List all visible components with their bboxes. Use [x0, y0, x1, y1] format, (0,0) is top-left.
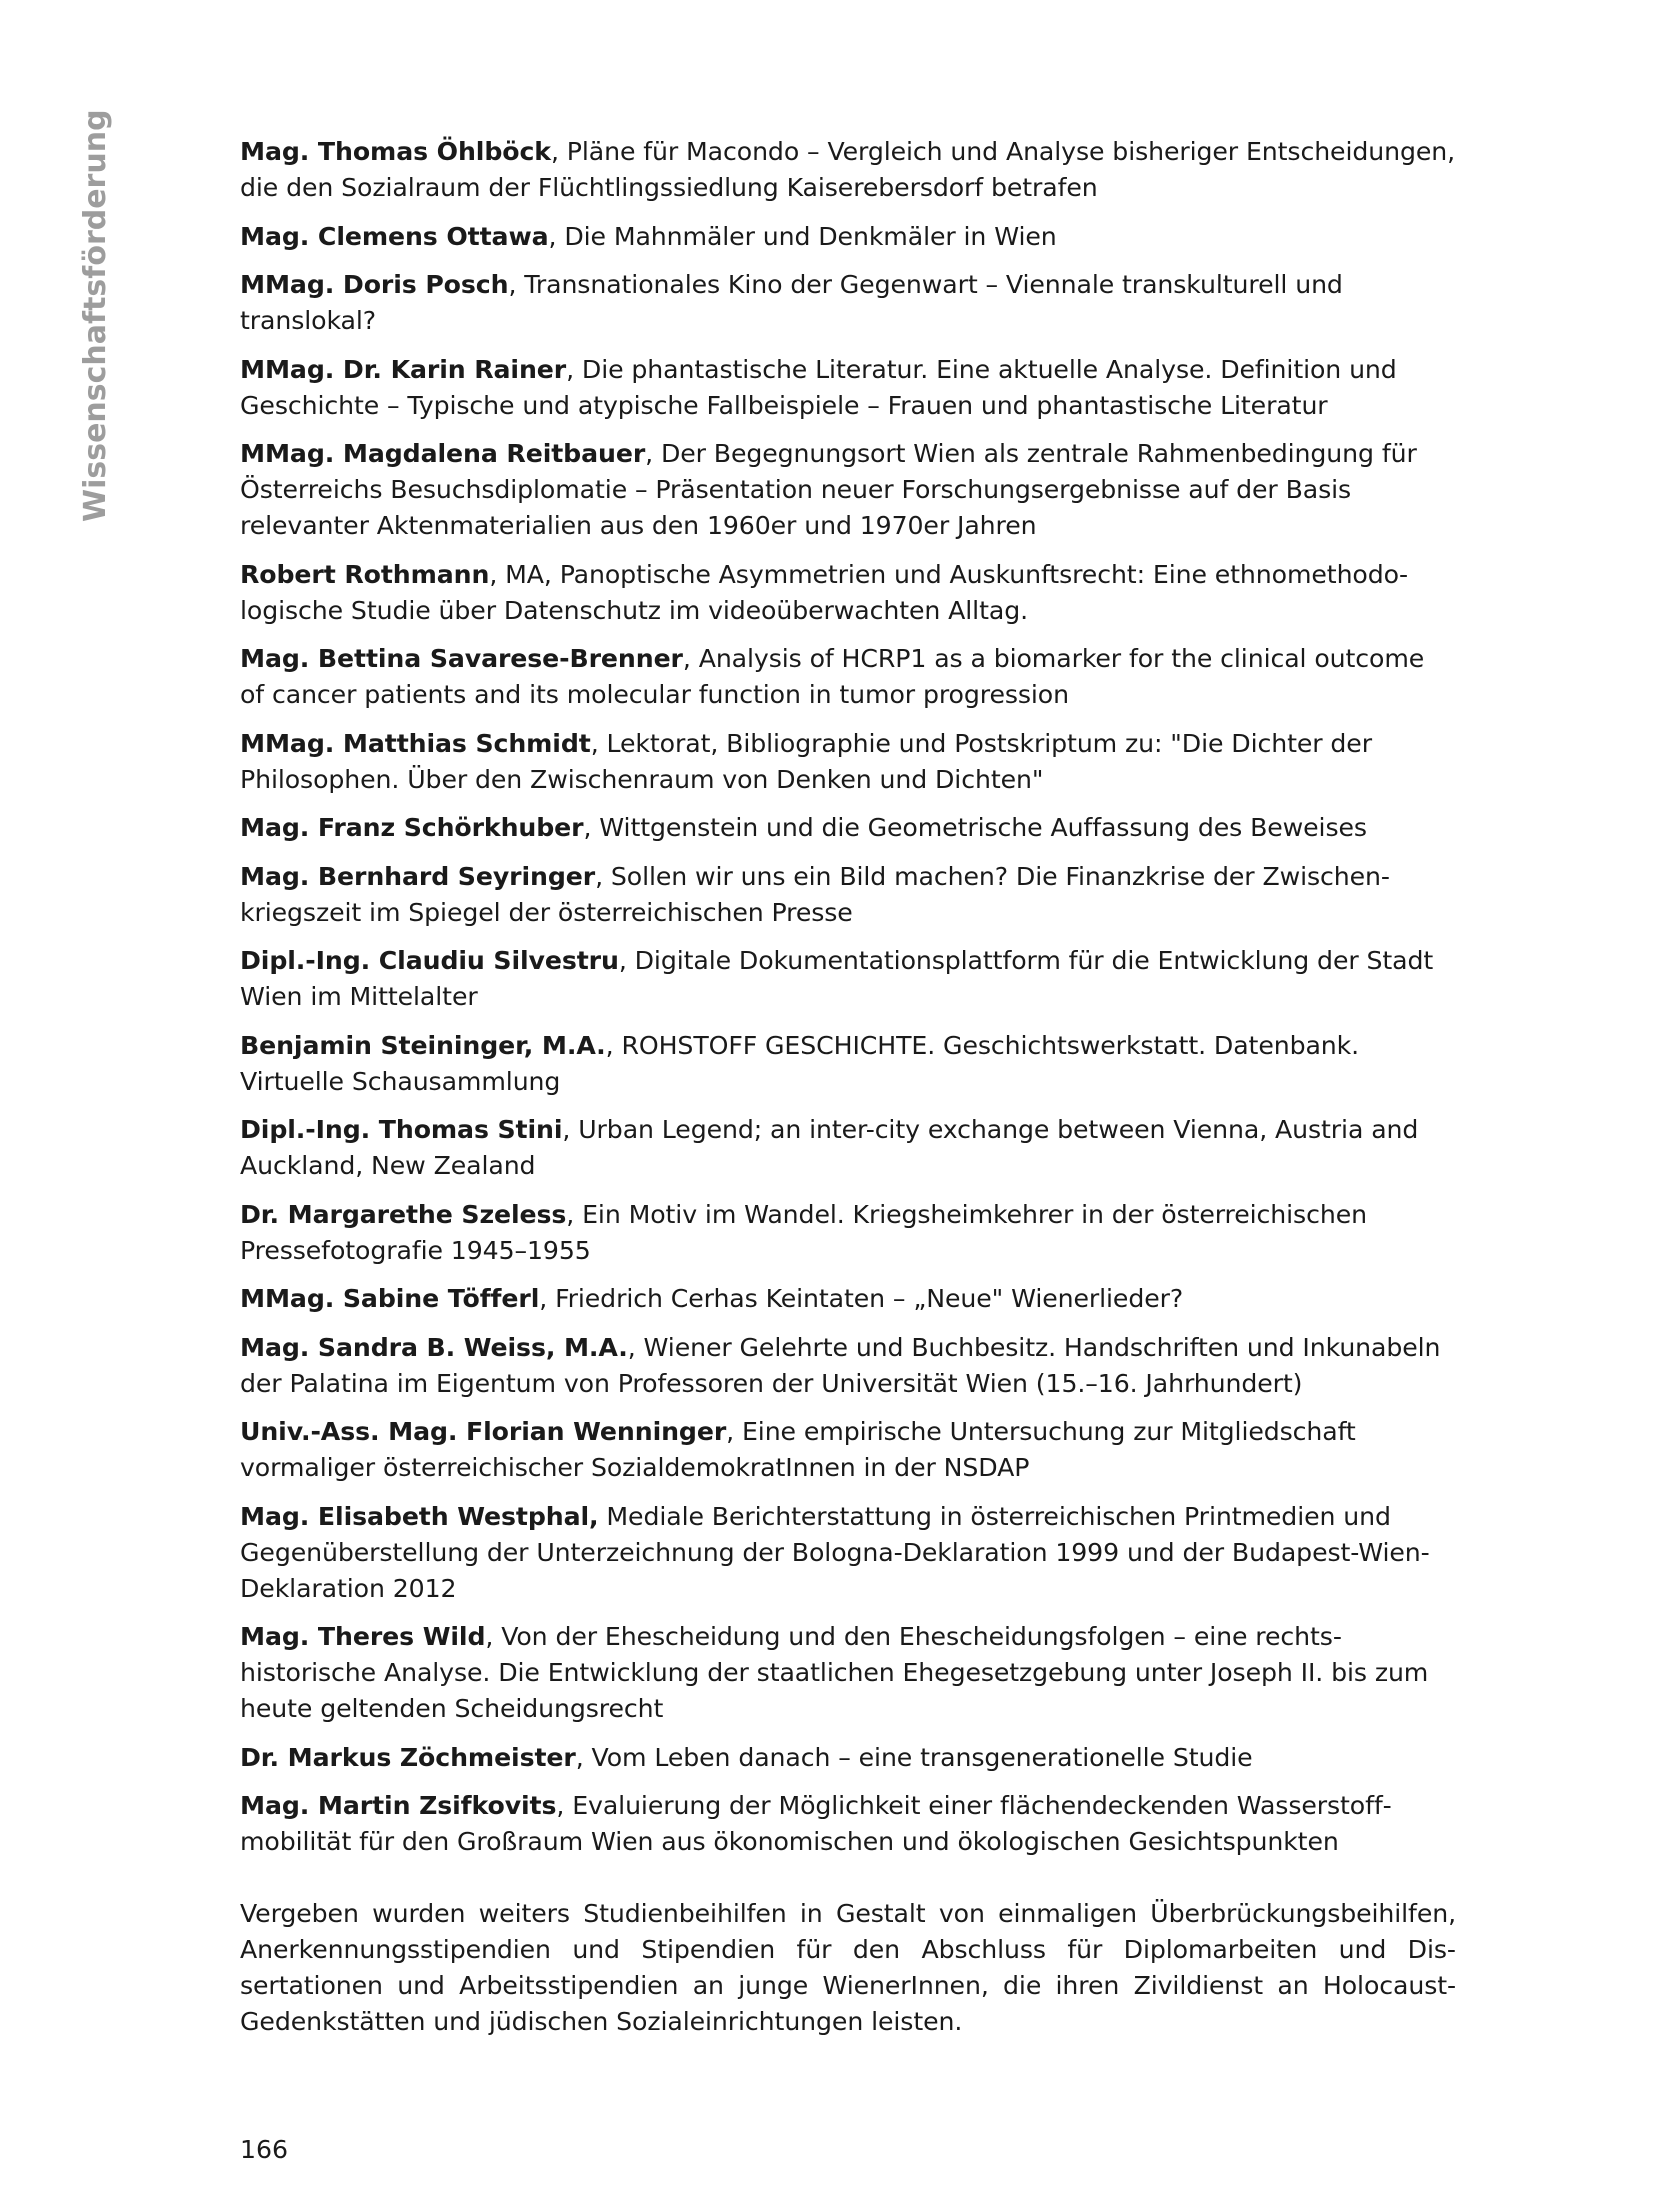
entry-name: Dipl.-Ing. Thomas Stini	[240, 1115, 563, 1144]
list-item	[240, 1788, 1456, 1860]
entry-name: Mag. Franz Schörkhuber	[240, 813, 584, 842]
entry-text: , Lektorat, Bibliographie und Postskriptum zu: "Die Dichter der Philosophen. Über den Zwischenraum von Denken und Dichten"	[240, 728, 1372, 794]
entry-text: , ROHSTOFF GESCHICHTE. Geschichtswerkstatt. Datenbank. Virtuelle Schausammlung	[240, 1030, 1360, 1096]
entry-text: , Wittgenstein und die Geometrische Auffassung des Beweises	[583, 813, 1367, 842]
entry-text: , Transnationales Kino der Gegenwart – Viennale transkulturell und translokal?	[240, 270, 1343, 335]
list-item	[240, 1740, 1456, 1776]
list-item	[240, 810, 1456, 846]
list-item	[240, 1414, 1456, 1486]
list-item	[240, 352, 1456, 424]
entry-text: , Analysis of HCRP1 as a biomarker for the clinical outcome of cancer patients and its molecular function in tumor progression	[240, 644, 1425, 709]
entry-name: Dr. Markus Zöchmeister	[240, 1742, 576, 1772]
entry-name: Mag. Martin Zsifkovits	[240, 1791, 557, 1820]
entry-text: , MA, Panoptische Asymmetrien und Auskunftsrecht: Eine ethnomethodologische Studie über Datenschutz im videoüberwachten Alltag.	[240, 559, 1409, 625]
entry-text: , Friedrich Cerhas Keintaten – „Neue" Wienerlieder?	[539, 1284, 1184, 1313]
entry-name: Dipl.-Ing. Claudiu Silvestru	[240, 946, 619, 975]
list-item	[240, 859, 1456, 931]
entry-text: , Wiener Gelehrte und Buchbesitz. Handschriften und Inkunabeln der Palatina im Eigentum von Professoren der Universität Wien (15.–16. Jahrhundert)	[240, 1332, 1441, 1398]
entry-text: , Von der Ehescheidung und den Ehescheidungsfolgen – eine rechtshistorische Analyse. Die Entwicklung der staatlichen Ehegesetzgebung unter Joseph II. bis zum heute geltenden Scheidungsrecht	[240, 1622, 1429, 1723]
list-item	[240, 1112, 1456, 1184]
entry-name: Mag. Bettina Savarese-Brenner	[240, 644, 683, 673]
list-item	[240, 557, 1456, 629]
entry-text: , Sollen wir uns ein Bild machen? Die Finanzkrise der Zwischenkriegszeit im Spiegel der österreichischen Presse	[240, 861, 1391, 927]
entry-text: , Pläne für Macondo – Vergleich und Analyse bisheriger Entscheidungen, die den Sozialraum der Flüchtlingssiedlung Kaiserebersdorf betrafen	[240, 137, 1456, 202]
entry-name: Robert Rothmann	[240, 559, 490, 589]
entry-text: , Urban Legend; an inter-city exchange between Vienna, Austria and Auckland, New Zealand	[240, 1115, 1419, 1180]
entry-text: , Vom Leben danach – eine transgenerationelle Studie	[575, 1742, 1253, 1772]
entry-name: Mag. Bernhard Seyringer	[240, 861, 596, 891]
entry-text: , Eine empirische Untersuchung zur Mitgliedschaft vormaliger österreichischer SozialdemokratInnen in der NSDAP	[240, 1417, 1356, 1482]
list-item	[240, 641, 1456, 713]
entry-name: Mag. Elisabeth Westphal,	[240, 1501, 599, 1531]
entry-name: MMag. Matthias Schmidt	[240, 728, 591, 758]
entry-name: Mag. Clemens Ottawa	[240, 221, 549, 251]
list-item	[240, 1619, 1456, 1727]
entry-text: , Evaluierung der Möglichkeit einer flächendeckenden Wasserstoffmobilität für den Großraum Wien aus ökonomischen und ökologischen Gesichtspunkten	[240, 1791, 1392, 1856]
entry-text: , Digitale Dokumentationsplattform für die Entwicklung der Stadt Wien im Mittelalter	[240, 946, 1434, 1011]
entry-name: Univ.-Ass. Mag. Florian Wenninger	[240, 1417, 727, 1446]
entry-text: , Ein Motiv im Wandel. Kriegsheimkehrer in der österreichischen Pressefotografie 1945–1955	[240, 1199, 1367, 1265]
list-item	[240, 726, 1456, 798]
entry-name: MMag. Sabine Töfferl	[240, 1284, 540, 1313]
entry-text: , Der Begegnungsort Wien als zentrale Rahmenbedingung für Österreichs Besuchsdiplomatie – Präsentation neuer Forschungsergebnisse auf der Basis relevanter Aktenmaterialien aus den 1960er und 1970er Jahren	[240, 439, 1417, 540]
list-item	[240, 1281, 1456, 1317]
entry-text: , Die Mahnmäler und Denkmäler in Wien	[548, 221, 1057, 251]
entry-name: Mag. Sandra B. Weiss, M.A.	[240, 1332, 628, 1362]
closing-paragraph: Vergeben wurden weiters Studienbeihilfen in Gestalt von einmaligen Überbrückungsbeihilfen, Anerkennungsstipendien und Stipendien für den Abschluss für Diplomarbeiten und Dissertationen und Arbeitsstipendien an junge WienerInnen, die ihren Zivildienst an Holocaust-Gedenkstätten und jüdischen Sozialeinrichtungen leisten.	[240, 1899, 1456, 2036]
list-item	[240, 134, 1456, 206]
list-item	[240, 1197, 1456, 1269]
entry-name: Benjamin Steininger, M.A.	[240, 1030, 606, 1060]
entry-name: Mag. Theres Wild	[240, 1622, 486, 1651]
list-item	[240, 1330, 1456, 1402]
list-item	[240, 267, 1456, 339]
entry-name: MMag. Magdalena Reitbauer	[240, 439, 646, 468]
section-label: Wissenschaftsförderung	[78, 109, 113, 522]
entry-name: MMag. Doris Posch	[240, 270, 509, 299]
entry-text: , Die phantastische Literatur. Eine aktuelle Analyse. Definition und Geschichte – Typische und atypische Fallbeispiele – Frauen und phantastische Literatur	[240, 354, 1397, 420]
entry-name: MMag. Dr. Karin Rainer	[240, 354, 567, 384]
entry-text: Mediale Berichterstattung in österreichischen Printmedien und Gegenüberstellung der Unterzeichnung der Bologna-Deklaration 1999 und der Budapest-Wien-Deklaration 2012	[240, 1501, 1430, 1603]
entry-list	[240, 134, 1456, 2065]
list-item	[240, 219, 1456, 255]
list-item	[240, 1499, 1456, 1607]
list-item	[240, 436, 1456, 544]
entry-name: Mag. Thomas Öhlböck	[240, 137, 551, 166]
list-item	[240, 943, 1456, 1015]
list-item	[240, 1028, 1456, 1100]
entry-name: Dr. Margarethe Szeless	[240, 1199, 567, 1229]
page-number: 166	[240, 2135, 289, 2164]
